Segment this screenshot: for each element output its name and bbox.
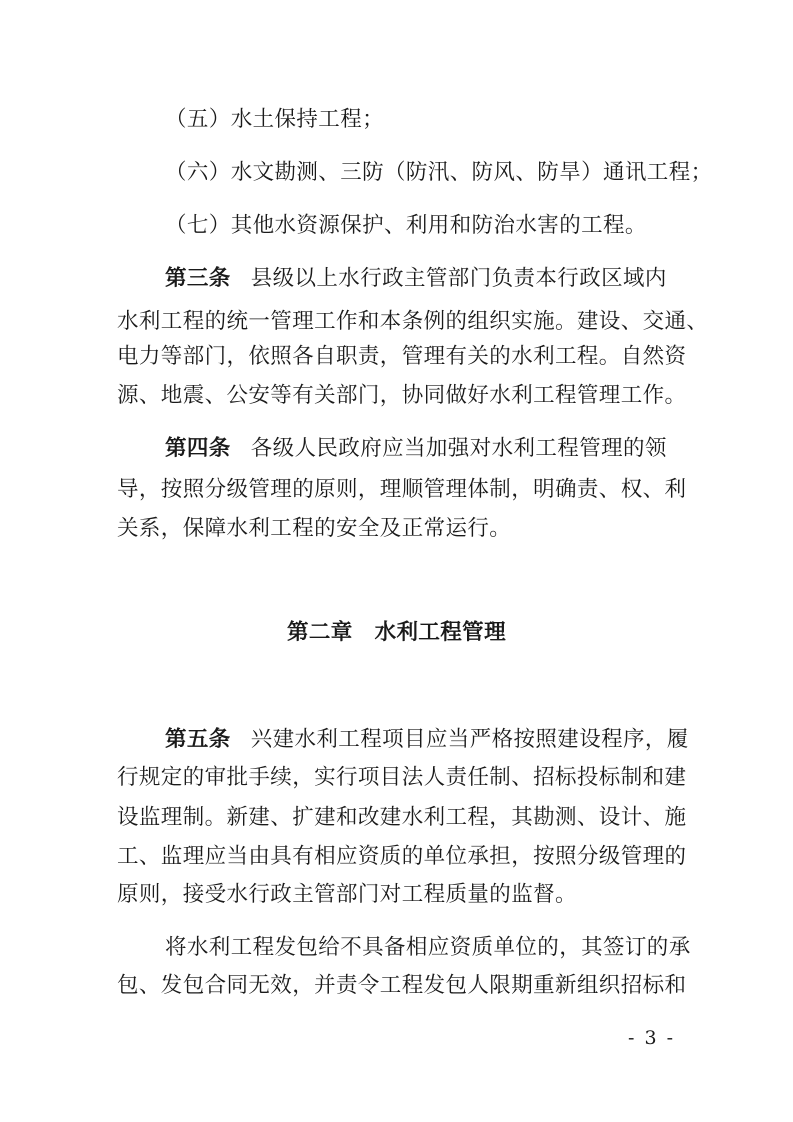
article-4-line: 关系，保障水利工程的安全及正常运行。 bbox=[117, 516, 512, 541]
article-3-heading: 第三条 bbox=[165, 266, 231, 291]
paragraph-line: 包、发包合同无效，并责令工程发包人限期重新组织招标和 bbox=[117, 973, 687, 998]
article-5-heading: 第五条 bbox=[165, 727, 231, 752]
article-3-line: 水利工程的统一管理工作和本条例的组织实施。建设、交通、 bbox=[117, 309, 709, 334]
article-4-heading: 第四条 bbox=[165, 436, 231, 461]
list-item-6: （六）水文勘测、三防（防汛、防风、防旱）通讯工程； bbox=[165, 160, 713, 185]
article-5-line: 原则，接受水行政主管部门对工程质量的监督。 bbox=[117, 882, 577, 907]
article-5-line: 工、监理应当由具有相应资质的单位承担，按照分级管理的 bbox=[117, 844, 687, 869]
article-4-line: 导，按照分级管理的原则，理顺管理体制，明确责、权、利 bbox=[117, 477, 687, 502]
list-item-5: （五）水土保持工程； bbox=[165, 107, 385, 132]
article-3-line: 源、地震、公安等有关部门，协同做好水利工程管理工作。 bbox=[117, 383, 687, 408]
chapter-title: 第二章 水利工程管理 bbox=[286, 620, 506, 645]
article-5-first-line bbox=[165, 727, 725, 753]
list-item-7: （七）其他水资源保护、利用和防治水害的工程。 bbox=[165, 213, 647, 238]
paragraph-line: 将水利工程发包给不具备相应资质单位的，其签订的承 bbox=[165, 935, 691, 960]
article-5-line: 设监理制。新建、扩建和改建水利工程，其勘测、设计、施 bbox=[117, 805, 687, 830]
article-5-text: 兴建水利工程项目应当严格按照建设程序，履 bbox=[250, 727, 689, 752]
article-5-line: 行规定的审批手续，实行项目法人责任制、招标投标制和建 bbox=[117, 765, 687, 790]
article-4-first-line bbox=[165, 436, 725, 462]
article-3-line: 电力等部门，依照各自职责，管理有关的水利工程。自然资 bbox=[117, 344, 687, 369]
article-3-text: 县级以上水行政主管部门负责本行政区域内 bbox=[250, 266, 667, 291]
article-4-text: 各级人民政府应当加强对水利工程管理的领 bbox=[250, 436, 667, 461]
article-3-first-line bbox=[165, 266, 725, 292]
page-number: - 3 - bbox=[627, 1027, 675, 1049]
